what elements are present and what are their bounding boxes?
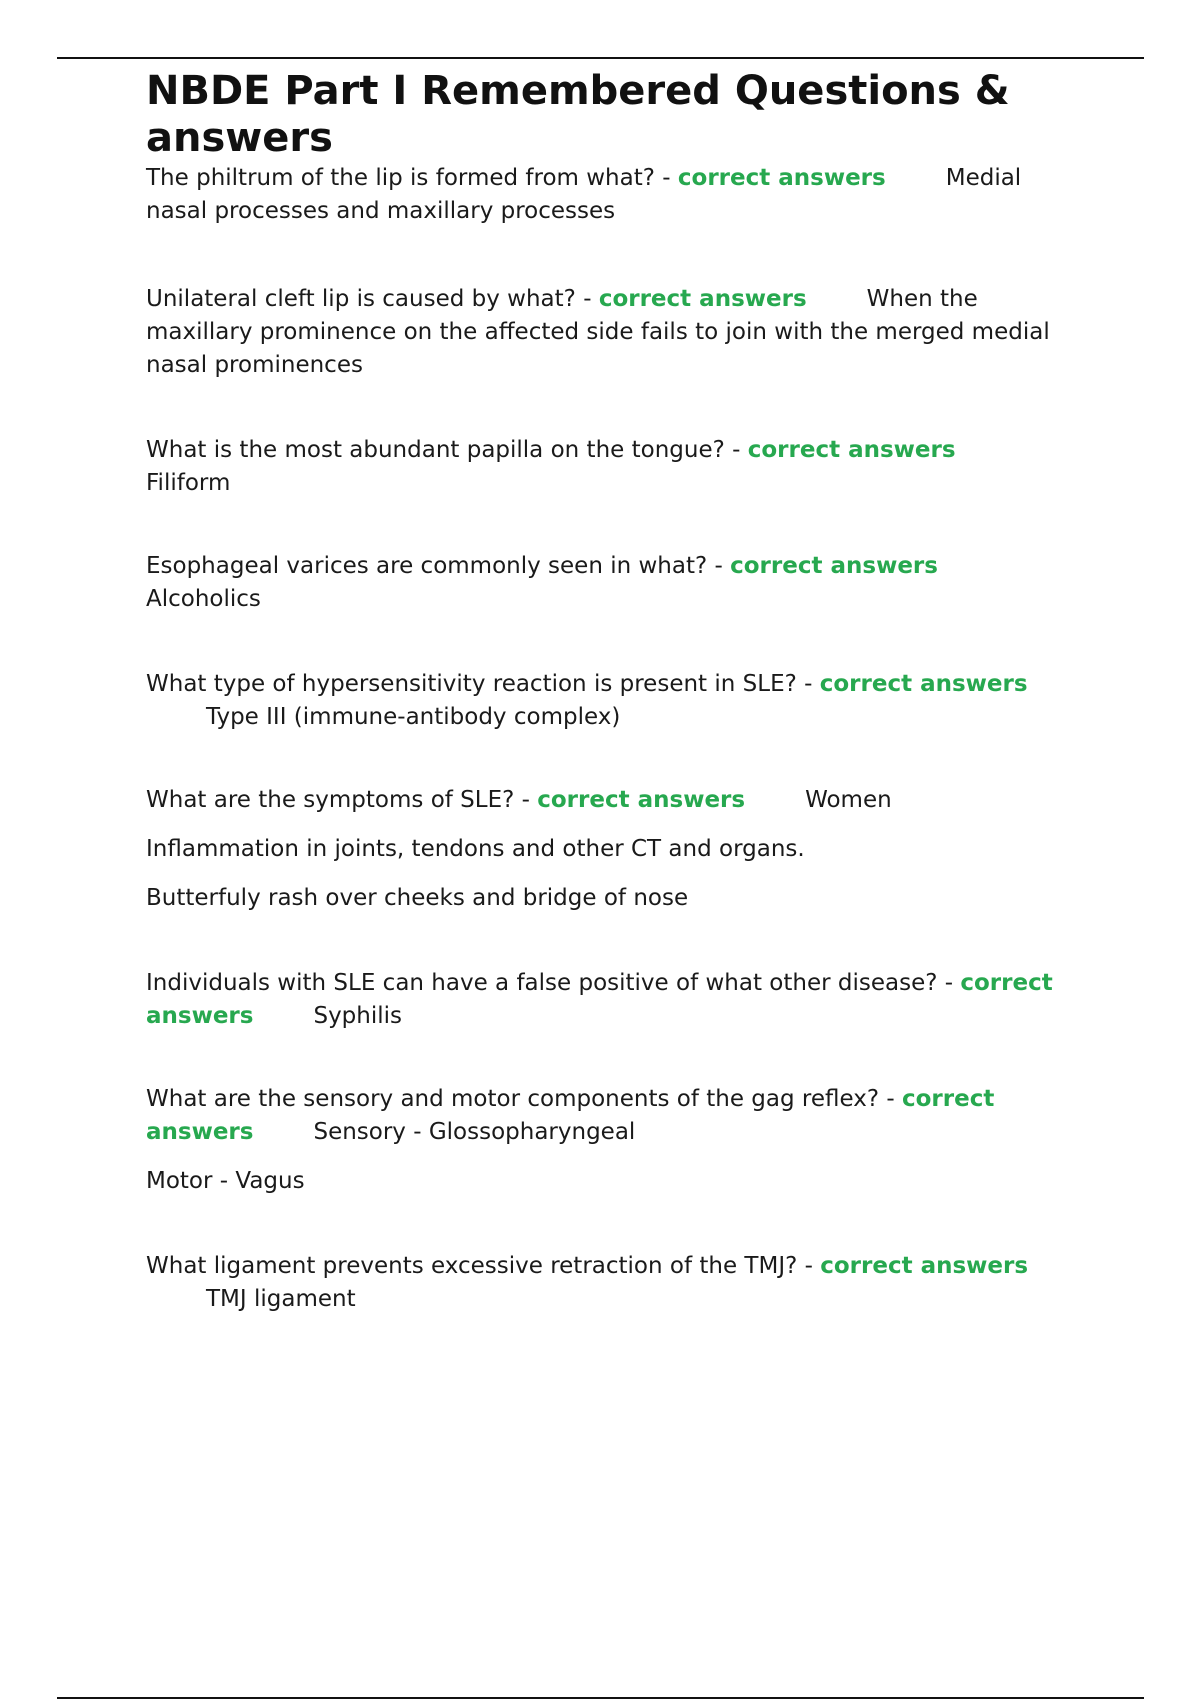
qa-item: [146, 1083, 1076, 1198]
qa-item: [146, 1250, 1076, 1316]
correct-answers-label: correct answers: [730, 553, 938, 579]
separator: -: [654, 165, 678, 191]
question-text: Unilateral cleft lip is caused by what?: [146, 286, 576, 312]
answer-text: Filiform: [146, 470, 231, 496]
qa-item: [146, 967, 1076, 1033]
correct-answers-label: correct answers: [146, 970, 1053, 1029]
qa-list: [146, 162, 1076, 1316]
qa-line: [146, 550, 1076, 616]
qa-line: [146, 1250, 1076, 1316]
qa-line: [146, 967, 1076, 1033]
separator: -: [724, 437, 748, 463]
correct-answers-label: correct answers: [819, 671, 1028, 697]
qa-item: [146, 668, 1076, 734]
separator: -: [575, 286, 599, 312]
bottom-rule: [57, 1697, 1144, 1699]
answer-text: Type III (immune-antibody complex): [206, 704, 621, 730]
top-rule: [57, 57, 1144, 59]
question-text: The philtrum of the lip is formed from what?: [146, 165, 655, 191]
question-text: What type of hypersensitivity reaction is present in SLE?: [146, 671, 797, 697]
answer-text: Medial nasal processes and maxillary processes: [146, 165, 1022, 224]
qa-line: [146, 1083, 1076, 1149]
answer-text: When the maxillary prominence on the affected side fails to join with the merged medial nasal prominences: [146, 286, 1050, 378]
separator: -: [514, 787, 538, 813]
qa-line: [146, 784, 1076, 817]
qa-line: [146, 434, 1076, 500]
qa-line: [146, 668, 1076, 734]
correct-answers-label: correct answers: [537, 787, 746, 813]
question-text: Individuals with SLE can have a false positive of what other disease?: [146, 970, 938, 996]
correct-answers-label: correct answers: [146, 1086, 995, 1145]
qa-line: [146, 162, 1076, 228]
question-text: Esophageal varices are commonly seen in what?: [146, 553, 708, 579]
separator: -: [796, 671, 820, 697]
correct-answers-label: correct answers: [677, 165, 886, 191]
question-text: What ligament prevents excessive retraction of the TMJ?: [146, 1253, 798, 1279]
document-body: [146, 68, 1076, 1316]
qa-item: [146, 784, 1076, 915]
separator: -: [707, 553, 731, 579]
qa-item: [146, 550, 1076, 616]
answer-text: Sensory - Glossopharyngeal: [313, 1119, 636, 1145]
answer-extra-line: Butterfuly rash over cheeks and bridge of nose: [146, 885, 689, 911]
separator: -: [937, 970, 961, 996]
answer-text: Alcoholics: [146, 586, 261, 612]
qa-line: [146, 283, 1076, 382]
answer-text: TMJ ligament: [206, 1286, 356, 1312]
separator: -: [797, 1253, 821, 1279]
correct-answers-label: correct answers: [598, 286, 807, 312]
question-text: What are the sensory and motor components of the gag reflex?: [146, 1086, 880, 1112]
separator: -: [879, 1086, 902, 1112]
answer-extra-line: Motor - Vagus: [146, 1168, 305, 1194]
correct-answers-label: correct answers: [747, 437, 956, 463]
qa-item: [146, 162, 1076, 228]
question-text: What are the symptoms of SLE?: [146, 787, 515, 813]
answer-text: Women: [805, 787, 892, 813]
question-text: What is the most abundant papilla on the tongue?: [146, 437, 725, 463]
answer-text: Syphilis: [313, 1003, 403, 1029]
answer-extra-line: Inflammation in joints, tendons and other CT and organs.: [146, 836, 805, 862]
qa-item: [146, 283, 1076, 382]
correct-answers-label: correct answers: [820, 1253, 1029, 1279]
qa-item: [146, 434, 1076, 500]
page-title: NBDE Part I Remembered Questions & answers: [146, 68, 1010, 161]
